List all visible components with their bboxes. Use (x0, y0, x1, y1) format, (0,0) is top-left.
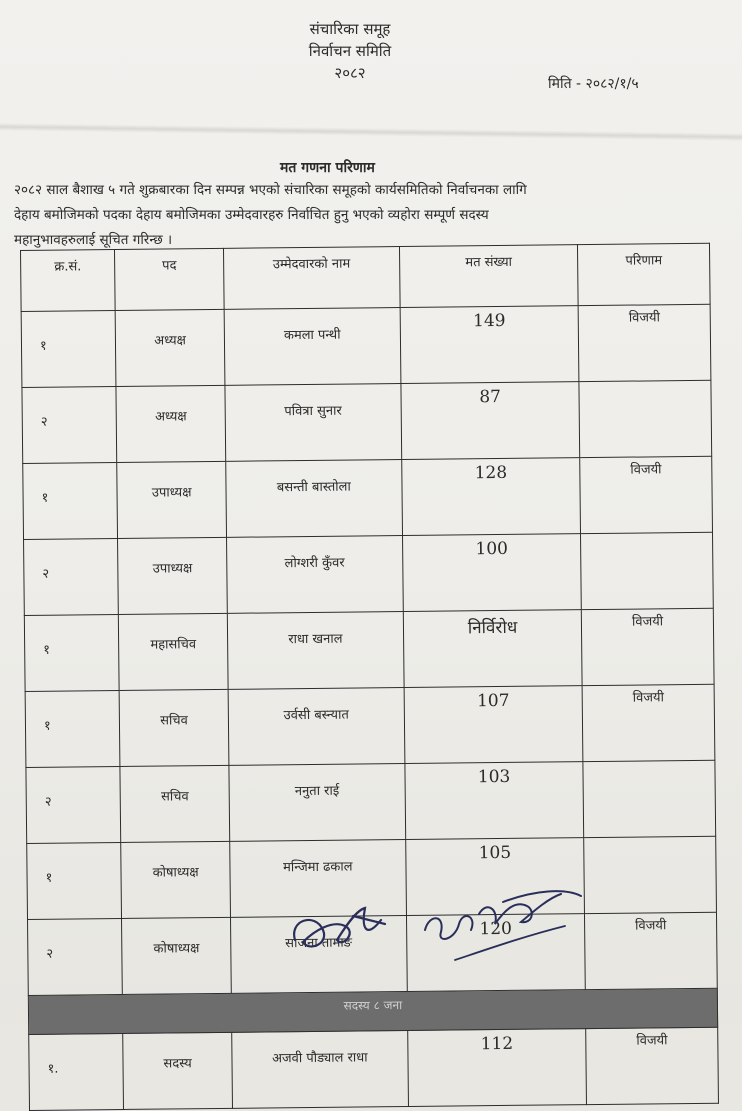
cell-result: विजयी (580, 456, 713, 533)
table-row (24, 532, 714, 615)
cell-sn: २ (28, 918, 123, 995)
cell-name: अजवी पौड्याल राधा (232, 1030, 409, 1108)
cell-post: सचिव (120, 765, 229, 842)
cell-post: अध्यक्ष (116, 309, 225, 386)
cell-post: सदस्य (123, 1032, 232, 1109)
cell-votes: 149 (400, 306, 579, 384)
cell-name: कमला पन्थी (224, 308, 401, 386)
cell-name: ननुता राई (229, 763, 406, 841)
table-header-row (21, 243, 711, 311)
cell-result (581, 532, 714, 609)
cell-sn: १. (29, 1033, 124, 1110)
cell-result: विजयी (586, 1027, 719, 1104)
cell-votes: 87 (401, 382, 580, 460)
cell-sn: २ (24, 538, 119, 615)
table-row (25, 684, 715, 767)
col-header-votes: मत संख्या (399, 245, 578, 308)
cell-name: पवित्रा सुनार (225, 384, 402, 462)
table-row (22, 380, 712, 463)
cell-result (579, 380, 712, 457)
cell-result: विजयी (582, 608, 715, 685)
intro-line: २०८२ साल बैशाख ५ गते शुक्रबारका दिन सम्पन्न भएको संचारिका समूहको कार्यसमितिको निर्वाचनका लागि (14, 182, 527, 198)
results-table (20, 243, 719, 1111)
table-body (21, 304, 718, 1110)
cell-votes: 128 (402, 458, 581, 536)
cell-votes: 100 (402, 534, 581, 612)
cell-name: राधा खनाल (227, 612, 404, 690)
cell-sn: १ (25, 690, 120, 767)
intro-line: देहाय बमोजिमको पदका देहाय बमोजिमका उम्मेदवारहरु निर्वाचित हुनु भएको व्यहोरा सम्पूर्ण सदस्य (14, 207, 489, 223)
cell-sn: १ (24, 614, 119, 691)
cell-post: कोषाध्यक्ष (121, 841, 230, 918)
cell-sn: १ (21, 311, 116, 388)
cell-votes: 112 (408, 1029, 587, 1107)
col-header-name: उम्मेदवारको नाम (223, 247, 400, 310)
cell-name: लोग्शरी कुँवर (226, 536, 403, 614)
cell-votes: 120 (406, 914, 585, 992)
cell-result (584, 836, 717, 913)
cell-name: साजना तामाङ (230, 915, 407, 993)
intro-line: महानुभावहरुलाई सूचित गरिन्छ । (14, 232, 173, 248)
cell-votes: 107 (404, 686, 583, 764)
intro-paragraph (14, 178, 704, 253)
document-date: मिति - २०८२/१/५ (548, 76, 639, 92)
table-row (21, 304, 711, 387)
cell-post: अध्यक्ष (116, 385, 225, 462)
signature-2 (415, 880, 585, 970)
table-row (24, 608, 714, 691)
cell-name: उर्वसी बस्न्यात (228, 688, 405, 766)
cell-result: विजयी (582, 684, 715, 761)
cell-result: विजयी (585, 912, 718, 989)
cell-result (583, 760, 716, 837)
paper-fold-shadow (0, 123, 742, 141)
cell-sn: २ (22, 386, 117, 463)
cell-post: कोषाध्यक्ष (122, 917, 231, 994)
col-header-sn: क्र.सं. (21, 250, 116, 312)
letterhead (260, 18, 440, 84)
header-year: २०८२ (334, 64, 366, 82)
col-header-result: परिणाम (578, 243, 710, 305)
cell-votes: 105 (406, 838, 585, 916)
cell-sn: २ (26, 766, 121, 843)
table-row (23, 456, 713, 539)
cell-post: उपाध्यक्ष (117, 461, 226, 538)
col-header-post: पद (115, 248, 224, 310)
signature-1 (285, 890, 395, 970)
cell-name: बसन्ती बास्तोला (226, 460, 403, 538)
cell-post: महासचिव (119, 613, 228, 690)
committee-name: निर्वाचन समिति (308, 42, 392, 60)
org-name: संचारिका समूह (309, 20, 391, 38)
section-label: सदस्य ८ जना (28, 988, 717, 1034)
cell-result: विजयी (578, 304, 711, 381)
cell-sn: १ (27, 842, 122, 919)
cell-sn: १ (23, 462, 118, 539)
cell-votes: 103 (405, 762, 584, 840)
cell-post: उपाध्यक्ष (118, 537, 227, 614)
document-title: मत गणना परिणाम (280, 160, 375, 176)
cell-votes: निर्विरोध (403, 610, 582, 688)
cell-name: मन्जिमा ढकाल (230, 839, 407, 917)
cell-post: सचिव (120, 689, 229, 766)
table-row (29, 1027, 719, 1110)
table-row (26, 760, 716, 843)
